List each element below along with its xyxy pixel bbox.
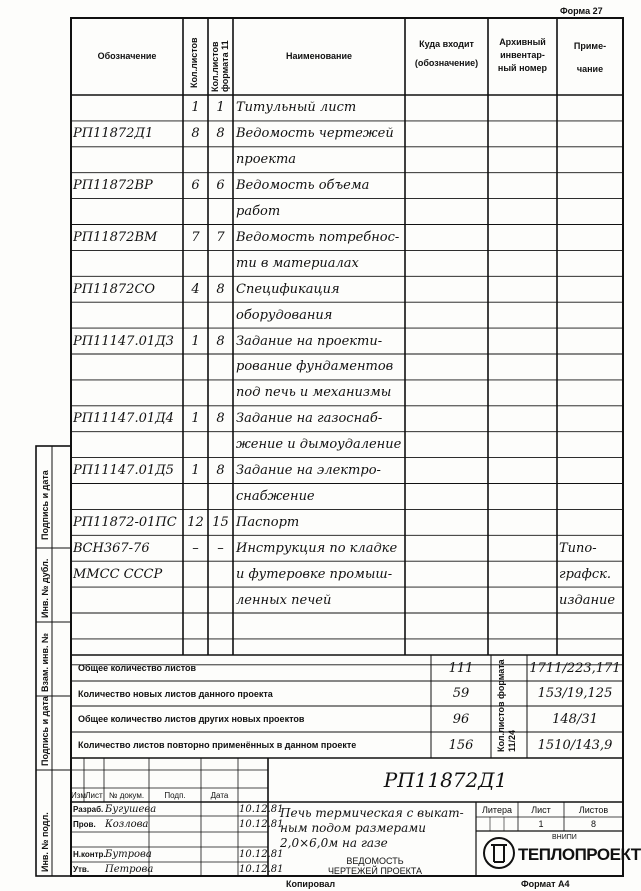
- col-header-signature: Подп.: [164, 790, 186, 800]
- description-line1: Печь термическая с выкат-: [280, 806, 464, 820]
- header-archive-line1: Архивный: [499, 37, 546, 47]
- organization-stamp: [480, 834, 641, 872]
- totals-value: 111: [448, 660, 474, 676]
- row-sheets: 1: [191, 333, 200, 349]
- footer-copied: Копировал: [286, 879, 336, 889]
- row-name: рование фундаментов: [236, 359, 394, 375]
- header-format-count: Кол.листов формата 11: [210, 40, 230, 92]
- row-note: графск.: [559, 566, 611, 582]
- signature-date: 10.12.81: [239, 863, 284, 875]
- row-designation: РП11872Д1: [73, 126, 154, 142]
- row-note: [559, 173, 623, 199]
- document-title: [290, 856, 460, 876]
- row-format-sheets: 8: [216, 126, 225, 142]
- row-designation: РП11147.01Д3: [73, 333, 174, 349]
- header-sheets-count: Кол.листов: [189, 37, 199, 88]
- row-note: [559, 250, 623, 276]
- row-note: издание: [559, 592, 616, 608]
- row-format-sheets: [208, 354, 233, 380]
- row-designation: [73, 587, 183, 613]
- row-format-sheets: –: [217, 540, 224, 556]
- signature-name: Бутрова: [105, 849, 152, 860]
- row-sheets: [183, 484, 208, 510]
- col-header-date: Дата: [210, 790, 229, 800]
- col-header-doc-number: № докум.: [108, 790, 145, 800]
- row-sheets: [183, 302, 208, 328]
- row-designation: [73, 380, 183, 406]
- sheet-value: 1: [538, 819, 544, 829]
- totals-value: 59: [452, 686, 470, 701]
- row-name: жение и дымоудаление: [236, 437, 402, 453]
- row-name: Паспорт: [236, 514, 300, 530]
- sheets-label: Листов: [578, 804, 609, 815]
- row-note: [559, 509, 623, 535]
- header-note: [557, 40, 623, 76]
- header-archive-line3: ный номер: [497, 63, 548, 73]
- signature-name: Бугушева: [105, 803, 157, 815]
- row-designation: [73, 147, 183, 173]
- row-format-sheets: [208, 199, 233, 225]
- row-format-sheets: 7: [216, 229, 225, 245]
- side-label-sign-date-2: Подпись и дата: [40, 696, 50, 766]
- row-name: ти в материалах: [236, 255, 359, 271]
- project-code: РП11872Д1: [383, 768, 508, 792]
- org-small-label: ВНИПИ: [552, 834, 577, 841]
- header-archive-line2: инвентар-: [500, 50, 545, 60]
- row-name: Инструкция по кладке: [236, 540, 398, 556]
- signature-date: 10.12.81: [239, 818, 284, 830]
- side-label-replace-inv: Взам. инв. №: [40, 632, 50, 692]
- row-name: ленных печей: [236, 592, 332, 608]
- row-format-sheets: 8: [216, 281, 225, 297]
- header-archive: [488, 36, 557, 75]
- row-designation: ММСС СССР: [73, 566, 163, 582]
- side-label-inv-original: Инв. № подл.: [40, 812, 50, 872]
- row-format-sheets: 15: [212, 514, 229, 530]
- row-format-sheets: 8: [216, 463, 225, 479]
- row-designation: [73, 199, 183, 225]
- totals-format-value: 153/19,125: [537, 686, 613, 701]
- row-note: Типо-: [559, 540, 597, 556]
- row-format-sheets: [208, 484, 233, 510]
- row-sheets: 7: [191, 229, 200, 245]
- row-name: [236, 613, 405, 639]
- row-note: [559, 147, 623, 173]
- row-name: оборудования: [236, 307, 333, 323]
- row-format-sheets: [208, 302, 233, 328]
- row-sheets: 4: [191, 281, 200, 297]
- row-sheets: [183, 561, 208, 587]
- row-format-sheets: 1: [216, 100, 225, 116]
- header-note-line2: чание: [576, 64, 604, 74]
- row-sheets: –: [192, 540, 199, 556]
- row-note: [559, 225, 623, 251]
- row-designation: [73, 432, 183, 458]
- row-designation: [73, 250, 183, 276]
- totals-side-label: Кол.листов формата 11/24: [496, 659, 517, 752]
- row-sheets: 6: [191, 178, 200, 194]
- row-format-sheets: [208, 147, 233, 173]
- row-sheets: 12: [187, 514, 204, 530]
- row-note: [559, 354, 623, 380]
- col-header-list: Лист: [85, 790, 103, 800]
- signature-date: 10.12.81: [239, 849, 284, 860]
- row-name: работ: [236, 204, 281, 220]
- form-label: Форма 27: [560, 6, 603, 16]
- row-name: Задание на газоснаб-: [236, 411, 383, 427]
- row-designation: [73, 302, 183, 328]
- row-sheets: 8: [191, 126, 200, 142]
- row-sheets: [183, 354, 208, 380]
- row-sheets: [183, 587, 208, 613]
- row-designation: РП11872ВМ: [73, 229, 158, 245]
- signature-role: Разраб.: [73, 804, 104, 814]
- sheets-value: 8: [590, 819, 596, 829]
- side-label-sign-date-1: Подпись и дата: [40, 470, 50, 540]
- row-sheets: [183, 613, 208, 639]
- totals-format-value: 1711/223,171: [529, 660, 621, 676]
- row-note: [559, 458, 623, 484]
- row-format-sheets: [208, 587, 233, 613]
- row-name: Ведомость потребнос-: [236, 229, 400, 245]
- row-sheets: [183, 199, 208, 225]
- header-note-line1: Приме-: [573, 41, 607, 51]
- row-name: проекта: [236, 152, 297, 168]
- description-line2: ным подом размерами: [280, 821, 426, 835]
- signature-name: Петрова: [105, 863, 154, 875]
- sheet-label: Лист: [531, 804, 551, 815]
- row-designation: [73, 613, 183, 639]
- doc-title-line2: ЧЕРТЕЖЕЙ ПРОЕКТА: [327, 866, 423, 876]
- row-note: [559, 380, 623, 406]
- signature-role: [73, 832, 104, 847]
- row-format-sheets: [208, 250, 233, 276]
- row-sheets: [183, 250, 208, 276]
- org-logo-icon: [482, 835, 516, 871]
- row-designation: ВСН367-76: [73, 540, 150, 556]
- row-designation: [73, 354, 183, 380]
- side-label-dubl-inv: Инв. № дубл.: [40, 558, 50, 618]
- row-note: [559, 276, 623, 302]
- org-name: ТЕПЛОПРОЕКТ: [518, 845, 641, 864]
- row-format-sheets: [208, 613, 233, 639]
- row-name: и футеровке промыш-: [236, 566, 393, 582]
- totals-label: Количество новых листов данного проекта: [78, 688, 273, 699]
- signature-role: Утв.: [73, 864, 90, 874]
- col-header-izm: Изм: [71, 790, 86, 800]
- signature-name: Козлова: [105, 818, 149, 830]
- row-sheets: [183, 147, 208, 173]
- signature-role: Н.контр.: [73, 850, 106, 859]
- totals-format-value: 1510/143,9: [537, 737, 613, 753]
- row-designation: [73, 95, 183, 121]
- litera-label: Литера: [482, 804, 512, 815]
- row-name: Ведомость чертежей: [236, 126, 394, 142]
- row-name: Титульный лист: [236, 100, 357, 116]
- row-sheets: [183, 380, 208, 406]
- row-note: [559, 432, 623, 458]
- row-note: [559, 302, 623, 328]
- row-format-sheets: 8: [216, 411, 225, 427]
- header-where-used-line2: (обозначение): [414, 58, 479, 68]
- totals-value: 96: [452, 711, 470, 727]
- row-format-sheets: [208, 380, 233, 406]
- row-format-sheets: [208, 561, 233, 587]
- header-designation: Обозначение: [97, 51, 157, 61]
- product-description: [280, 806, 476, 851]
- row-designation: РП11872СО: [73, 281, 156, 297]
- row-designation: РП11872ВР: [73, 178, 153, 194]
- row-sheets: [183, 432, 208, 458]
- row-note: [559, 95, 623, 121]
- totals-format-value: 148/31: [552, 711, 598, 727]
- description-line3: 2,0×6,0м на газе: [280, 836, 388, 850]
- row-format-sheets: 6: [216, 178, 225, 194]
- row-name: Задание на проекти-: [236, 333, 383, 349]
- footer-format: Формат А4: [521, 879, 570, 889]
- row-designation: РП11147.01Д5: [73, 463, 174, 479]
- signature-name: [105, 832, 149, 847]
- header-name: Наименование: [285, 51, 353, 61]
- signature-date: [239, 832, 268, 847]
- row-note: [559, 613, 623, 639]
- row-note: [559, 121, 623, 147]
- row-designation: РП11872-01ПС: [73, 514, 177, 530]
- row-designation: РП11147.01Д4: [73, 411, 174, 427]
- row-note: [559, 199, 623, 225]
- row-name: Ведомость объема: [236, 178, 370, 194]
- totals-value: 156: [448, 737, 474, 753]
- row-name: под печь и механизмы: [236, 385, 392, 401]
- totals-label: Общее количество листов: [78, 663, 197, 673]
- row-name: Спецификация: [236, 281, 340, 297]
- row-name: снабжение: [236, 488, 315, 504]
- signature-date: 10.12.81: [239, 803, 284, 815]
- row-note: [559, 406, 623, 432]
- row-sheets: 1: [191, 411, 200, 427]
- signature-role: Пров.: [73, 819, 96, 829]
- row-note: [559, 484, 623, 510]
- row-format-sheets: [208, 432, 233, 458]
- doc-title-line1: ВЕДОМОСТЬ: [346, 856, 404, 866]
- row-note: [559, 328, 623, 354]
- row-name: Задание на электро-: [236, 463, 381, 479]
- row-designation: [73, 484, 183, 510]
- row-sheets: 1: [191, 463, 200, 479]
- row-sheets: 1: [191, 100, 200, 116]
- row-format-sheets: 8: [216, 333, 225, 349]
- totals-label: Количество листов повторно применённых в данном проекте: [78, 740, 357, 750]
- totals-label: Общее количество листов других новых проектов: [78, 714, 305, 724]
- header-where-used: [405, 38, 488, 70]
- header-where-used-line1: Куда входит: [419, 39, 474, 49]
